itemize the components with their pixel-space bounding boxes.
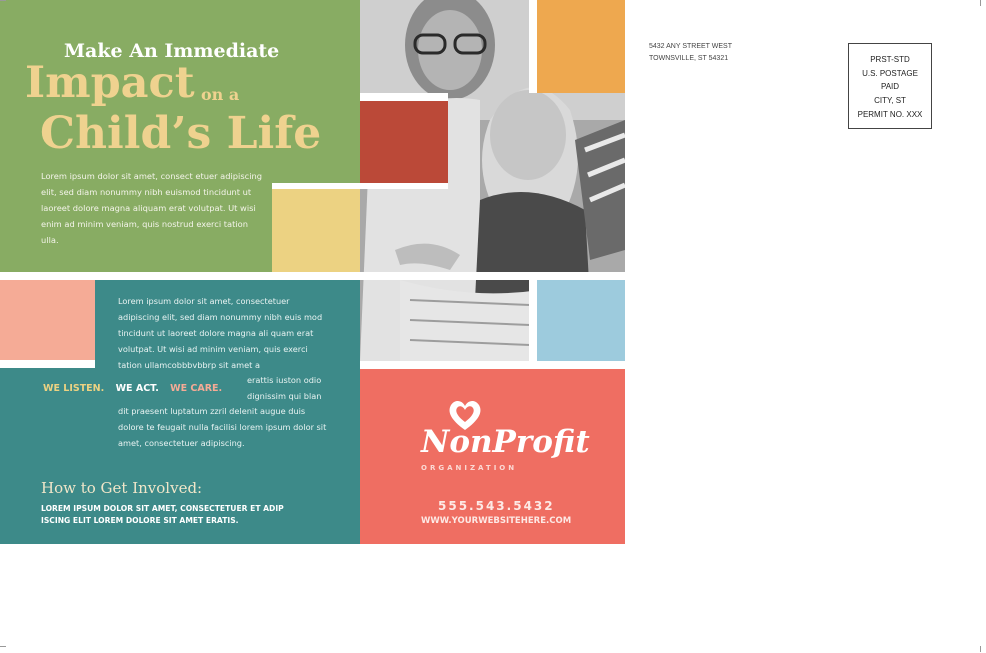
postage-line-2: U.S. POSTAGE	[862, 68, 918, 78]
body-paragraph-top: Lorem ipsum dolor sit amet, consectetuer adipiscing elit, sed diam nonummy nibh euis mod tincidunt ut laoreet dolore magna ali quam erat volutpat. Ut wisi ad minim veniam, quis exerci tation ullamcobbbvbbrp sit amet a	[118, 296, 323, 370]
orange-accent-block	[537, 0, 625, 93]
involved-text: LOREM IPSUM DOLOR SIT AMET, CONSECTETUER ET ADIP ISCING ELIT LOREM DOLORE SIT AMET ERATIS.	[41, 504, 284, 525]
intro-paragraph: Lorem ipsum dolor sit amet, consect etuer adipiscing elit, sed diam nonummy nibh euismod tincidunt ut laoreet dolore magna aliquam erat volutpat. Ut wisi enim ad minim veniam, quis nostrud exerci tation ulla.	[41, 171, 263, 245]
divider-orange	[529, 0, 537, 93]
return-address	[649, 41, 732, 65]
logo-name: NonProfit	[421, 424, 590, 460]
postage-line-1: PRST-STD	[870, 55, 910, 64]
blue-accent-block	[537, 280, 625, 361]
crop-mark	[980, 646, 981, 652]
headline-childs-life: Child’s Life	[40, 108, 322, 159]
crop-mark	[0, 0, 6, 1]
crop-mark	[980, 0, 981, 6]
slogan	[43, 383, 230, 394]
postage-line-3: PAID	[880, 82, 900, 92]
postage-line-4: CITY, ST	[874, 96, 906, 106]
divider-red	[360, 93, 448, 101]
crop-mark	[0, 646, 6, 647]
body-paragraph-side: erattis iuston odio dignissim qui blan	[247, 375, 322, 401]
logo-subtitle: ORGANIZATION	[421, 464, 518, 472]
address-line-1: 5432 ANY STREET WEST	[649, 43, 732, 50]
slogan-care: WE CARE.	[170, 383, 223, 394]
slogan-act: WE ACT.	[115, 383, 159, 394]
postage-line-5: PERMIT NO. XXX	[857, 109, 923, 119]
headline-impact: Impact	[25, 58, 195, 108]
divider-blue	[529, 272, 537, 361]
headline-on-a: on a	[201, 85, 240, 104]
phone-number: 555.543.5432	[438, 499, 555, 513]
postage-indicia	[848, 43, 932, 129]
yellow-accent-block	[272, 189, 360, 272]
body-paragraph-bottom: dit praesent luptatum zzril delenit augue duis dolore te feugait nulla facilisi lorem ipsum dolor sit amet, consectetuer adipiscing.	[118, 406, 327, 448]
involved-title: How to Get Involved:	[41, 479, 203, 497]
red-accent-block	[360, 101, 448, 183]
slogan-listen: WE LISTEN.	[43, 383, 105, 394]
divider-horizontal-photo	[360, 361, 625, 369]
divider-yellow	[272, 183, 448, 189]
salmon-accent-block	[0, 280, 95, 360]
address-line-2: TOWNSVILLE, ST 54321	[649, 55, 729, 62]
website-url: WWW.YOURWEBSITEHERE.COM	[421, 516, 572, 526]
headline-line-1: Make An Immediate	[64, 40, 280, 62]
